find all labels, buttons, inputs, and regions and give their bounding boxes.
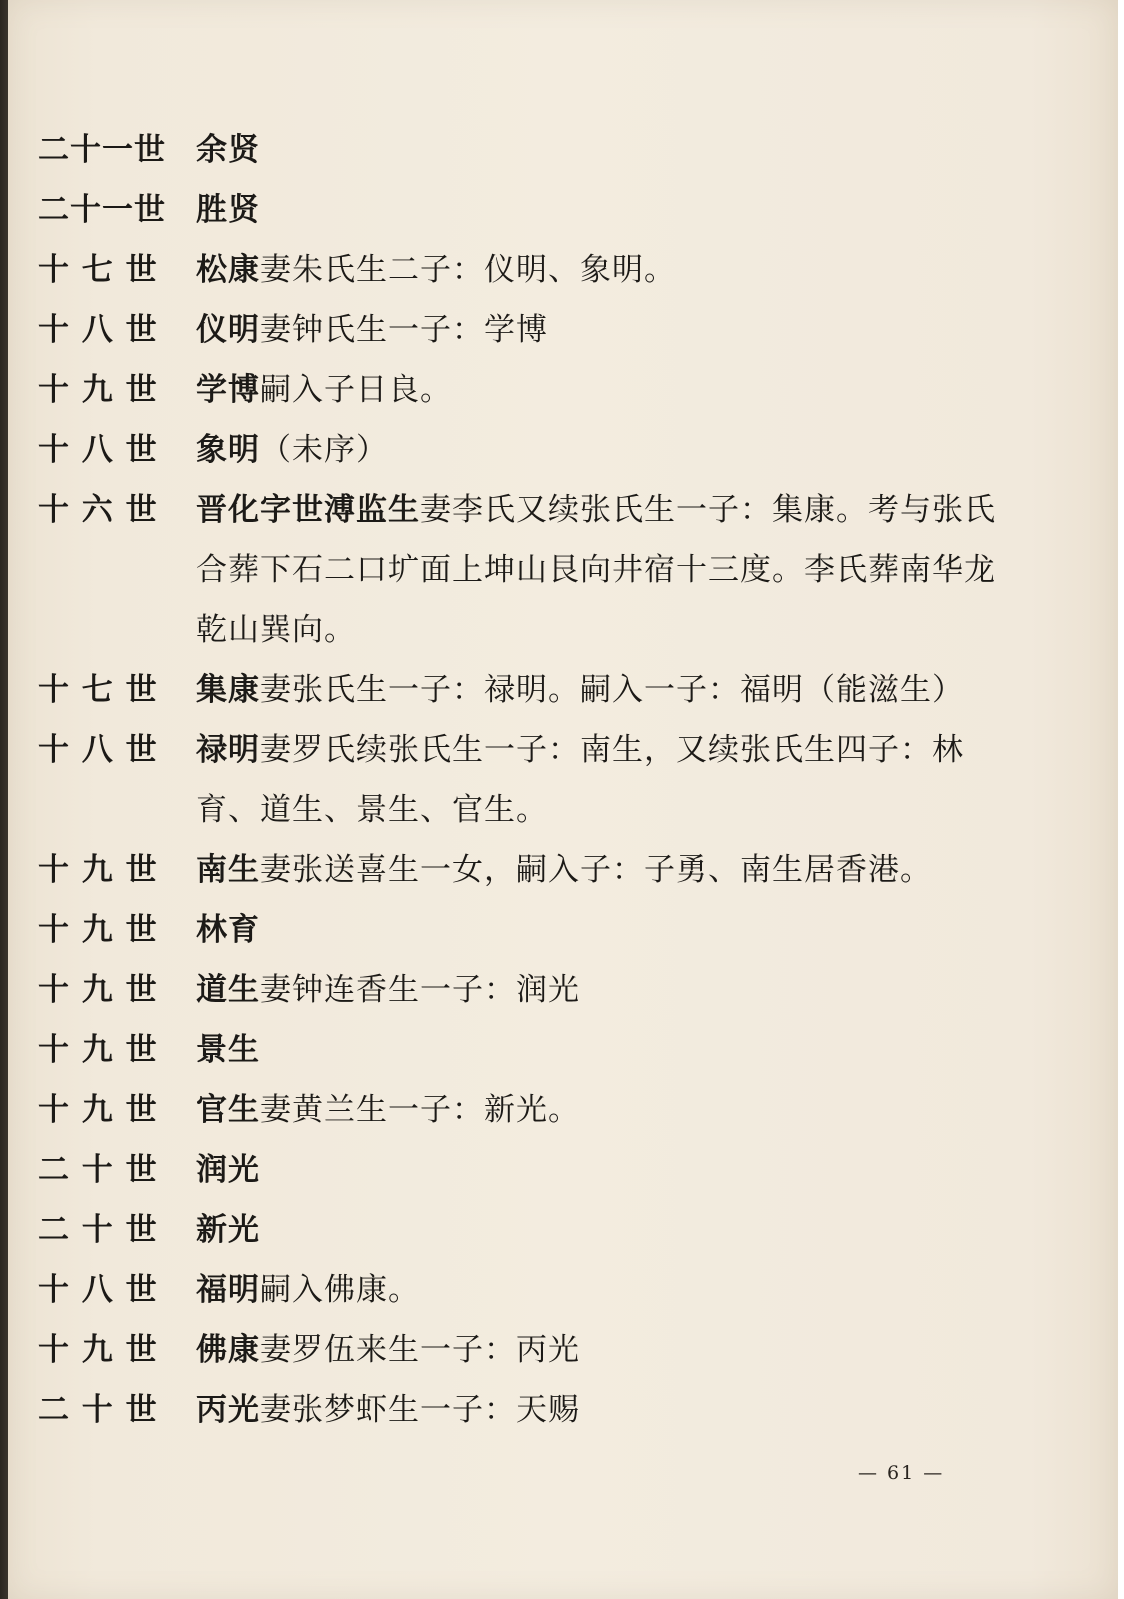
generation-label: 二十一世 <box>38 192 166 228</box>
generation-label: 十 九 世 <box>38 372 158 408</box>
genealogy-entry <box>38 300 998 360</box>
person-name: 禄明 <box>196 732 260 768</box>
person-description: 妻张梦虾生一子：天赐 <box>260 1392 580 1428</box>
person-description: 嗣入佛康。 <box>260 1272 420 1308</box>
generation-label: 十 七 世 <box>38 252 158 288</box>
entry-text <box>196 240 998 300</box>
entry-text <box>196 1260 998 1320</box>
genealogy-entry <box>38 360 998 420</box>
genealogy-entry <box>38 1200 998 1260</box>
genealogy-entry <box>38 1260 998 1320</box>
scan-edge <box>0 0 8 1599</box>
generation-label: 十 九 世 <box>38 1032 158 1068</box>
genealogy-entry <box>38 180 998 240</box>
entry-text <box>196 1140 998 1200</box>
generation-label: 二十一世 <box>38 132 166 168</box>
entry-text <box>196 900 998 960</box>
page-number: — 61 — <box>858 1462 945 1484</box>
person-name: 集康 <box>196 672 260 708</box>
person-name: 润光 <box>196 1152 260 1188</box>
generation-label: 十 八 世 <box>38 432 158 468</box>
entry-text <box>196 120 998 180</box>
genealogy-entry <box>38 1380 998 1440</box>
person-name: 福明 <box>196 1272 260 1308</box>
generation-label: 十 八 世 <box>38 1272 158 1308</box>
person-name: 道生 <box>196 972 260 1008</box>
entry-text <box>196 720 998 840</box>
genealogy-entry <box>38 720 998 840</box>
person-description: 妻张送喜生一女，嗣入子：子勇、南生居香港。 <box>260 852 932 888</box>
generation-label: 十 九 世 <box>38 912 158 948</box>
person-name: 佛康 <box>196 1332 260 1368</box>
person-description: 妻张氏生一子：禄明。嗣入一子：福明（能滋生） <box>260 672 964 708</box>
person-name: 官生 <box>196 1092 260 1128</box>
genealogy-entry <box>38 840 998 900</box>
genealogy-entry <box>38 120 998 180</box>
entry-text <box>196 1080 998 1140</box>
generation-label: 十 七 世 <box>38 672 158 708</box>
person-description: 妻黄兰生一子：新光。 <box>260 1092 580 1128</box>
person-name: 松康 <box>196 252 260 288</box>
genealogy-entry <box>38 1140 998 1200</box>
entry-text <box>196 300 998 360</box>
person-name: 南生 <box>196 852 260 888</box>
person-name: 仪明 <box>196 312 260 348</box>
generation-label: 十 九 世 <box>38 1332 158 1368</box>
genealogy-entry <box>38 480 998 660</box>
entry-text <box>196 360 998 420</box>
person-name: 胜贤 <box>196 192 260 228</box>
entry-text <box>196 1020 998 1080</box>
generation-label: 十 八 世 <box>38 732 158 768</box>
entry-text <box>196 960 998 1020</box>
generation-label: 二 十 世 <box>38 1212 158 1248</box>
generation-label: 二 十 世 <box>38 1392 158 1428</box>
person-description: 妻罗氏续张氏生一子：南生，又续张氏生四子：林育、道生、景生、官生。 <box>196 732 964 828</box>
person-description: 妻罗伍来生一子：丙光 <box>260 1332 580 1368</box>
generation-label: 十 八 世 <box>38 312 158 348</box>
entry-text <box>196 660 998 720</box>
entry-text <box>196 1200 998 1260</box>
document-page <box>8 0 1118 1599</box>
generation-label: 十 九 世 <box>38 972 158 1008</box>
entry-text <box>196 1380 998 1440</box>
person-description: 妻钟连香生一子：润光 <box>260 972 580 1008</box>
genealogy-entry <box>38 420 998 480</box>
person-description: 妻李氏又续张氏生一子：集康。考与张氏合葬下石二口圹面上坤山艮向井宿十三度。李氏葬南华龙乾山巽向。 <box>196 492 996 648</box>
generation-label: 十 九 世 <box>38 852 158 888</box>
entry-text <box>196 840 998 900</box>
person-name: 学博 <box>196 372 260 408</box>
entry-text <box>196 480 998 660</box>
person-name: 景生 <box>196 1032 260 1068</box>
person-name: 余贤 <box>196 132 260 168</box>
genealogy-list <box>38 120 998 1440</box>
entry-text <box>196 1320 998 1380</box>
genealogy-entry <box>38 240 998 300</box>
person-description: （未序） <box>260 432 388 468</box>
generation-label: 十 九 世 <box>38 1092 158 1128</box>
person-description: 妻朱氏生二子：仪明、象明。 <box>260 252 676 288</box>
genealogy-entry <box>38 960 998 1020</box>
person-description: 妻钟氏生一子：学博 <box>260 312 548 348</box>
person-name: 丙光 <box>196 1392 260 1428</box>
generation-label: 二 十 世 <box>38 1152 158 1188</box>
entry-text <box>196 180 998 240</box>
person-name: 新光 <box>196 1212 260 1248</box>
person-name: 林育 <box>196 912 260 948</box>
person-description: 嗣入子日良。 <box>260 372 452 408</box>
genealogy-entry <box>38 1020 998 1080</box>
genealogy-entry <box>38 900 998 960</box>
person-name: 象明 <box>196 432 260 468</box>
genealogy-entry <box>38 660 998 720</box>
person-name: 晋化字世溥监生 <box>196 492 420 528</box>
genealogy-entry <box>38 1080 998 1140</box>
generation-label: 十 六 世 <box>38 492 158 528</box>
entry-text <box>196 420 998 480</box>
genealogy-entry <box>38 1320 998 1380</box>
